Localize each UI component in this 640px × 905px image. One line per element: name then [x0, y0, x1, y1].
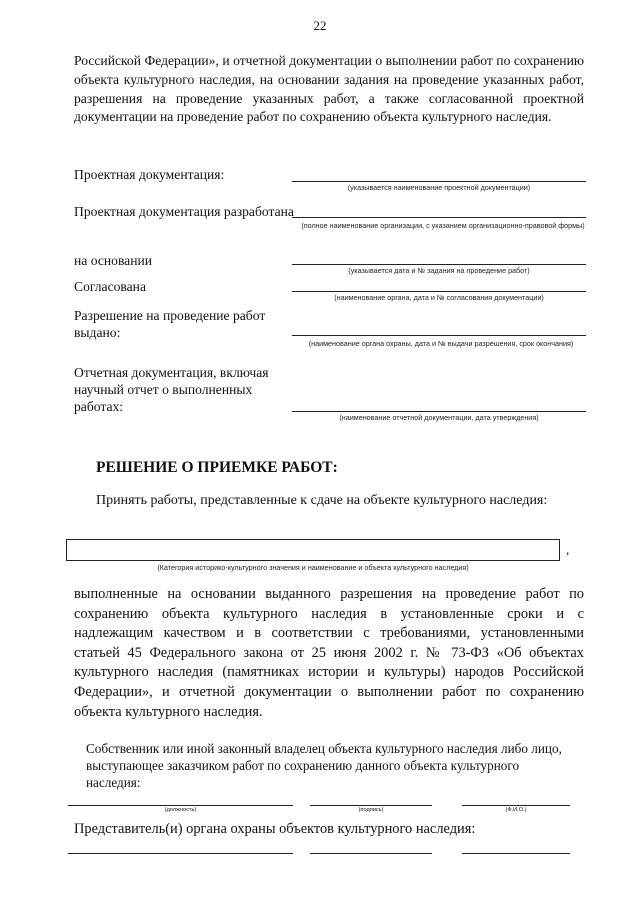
rep-position-line[interactable] — [68, 853, 293, 854]
permit-hint: (наименование органа охраны, дата и № выдачи разрешения, срок окончания) — [308, 339, 574, 348]
accept-text: Принять работы, представленные к сдаче на объекте культурного наследия: — [96, 493, 548, 508]
reporting-hint: (наименование отчетной документации, дата утверждения) — [339, 413, 539, 422]
rep-signature-line[interactable] — [310, 853, 432, 854]
permit-line[interactable] — [292, 335, 586, 336]
owner-signature-hint: (подпись) — [358, 807, 384, 813]
rep-name-line[interactable] — [462, 853, 570, 854]
representative-text: Представитель(и) органа охраны объектов культурного наследия: — [74, 821, 476, 837]
comma-mark: , — [566, 542, 570, 557]
category-input[interactable] — [66, 539, 560, 561]
basis-label: на основании — [74, 253, 153, 268]
decision-body: выполненные на основании выданного разрешения на проведение работ по сохранению объекта культурного наследия в установленные сроки и с надлежащим качеством и в соответствии с требованиями, установленными статьей 45 Федерального закона от 25 июня 2002 г. № 73-ФЗ «Об объектах культурного наследия (памятниках истории и культуры) народов Российской Федерации», и отчетной документации о выполнении работ по сохранению объекта культурного наследия. — [74, 586, 584, 720]
developed-by-label: Проектная документация разработана — [74, 204, 294, 219]
developed-by-hint: (полное наименование организации, с указанием организационно-правовой формы) — [301, 221, 585, 230]
page-number: 22 — [313, 18, 327, 33]
owner-position-hint: (должность) — [164, 807, 197, 813]
developed-by-line[interactable] — [292, 217, 586, 218]
reporting-label: Отчетная документация, включая научный отчет о выполненных работах: — [74, 365, 269, 414]
approved-label: Согласована — [74, 279, 146, 294]
basis-hint: (указывается дата и № задания на проведение работ) — [348, 266, 530, 275]
intro-paragraph: Российской Федерации», и отчетной документации о выполнении работ по сохранению объекта культурного наследия, на основании задания на проведение указанных работ, разрешения на проведение указанных работ, а также согласованной проектной документации на проведение работ по сохранению объекта культурного наследия. — [74, 53, 584, 125]
owner-text: Собственник или иной законный владелец объекта культурного наследия либо лицо, выступающее заказчиком работ по сохранению данного объекта культурного наследия: — [86, 741, 562, 790]
decision-heading: РЕШЕНИЕ О ПРИЕМКЕ РАБОТ: — [96, 459, 338, 476]
owner-name-hint: (Ф.И.О.) — [505, 807, 527, 813]
category-hint: (Категория историко-культурного значения и наименование и объекта культурного наследия) — [157, 563, 469, 572]
project-docs-label: Проектная документация: — [74, 167, 225, 182]
permit-label: Разрешение на проведение работ выдано: — [74, 308, 266, 340]
approved-hint: (наименование органа, дата и № согласования документации) — [334, 293, 544, 302]
project-docs-hint: (указывается наименование проектной документации) — [347, 183, 531, 192]
